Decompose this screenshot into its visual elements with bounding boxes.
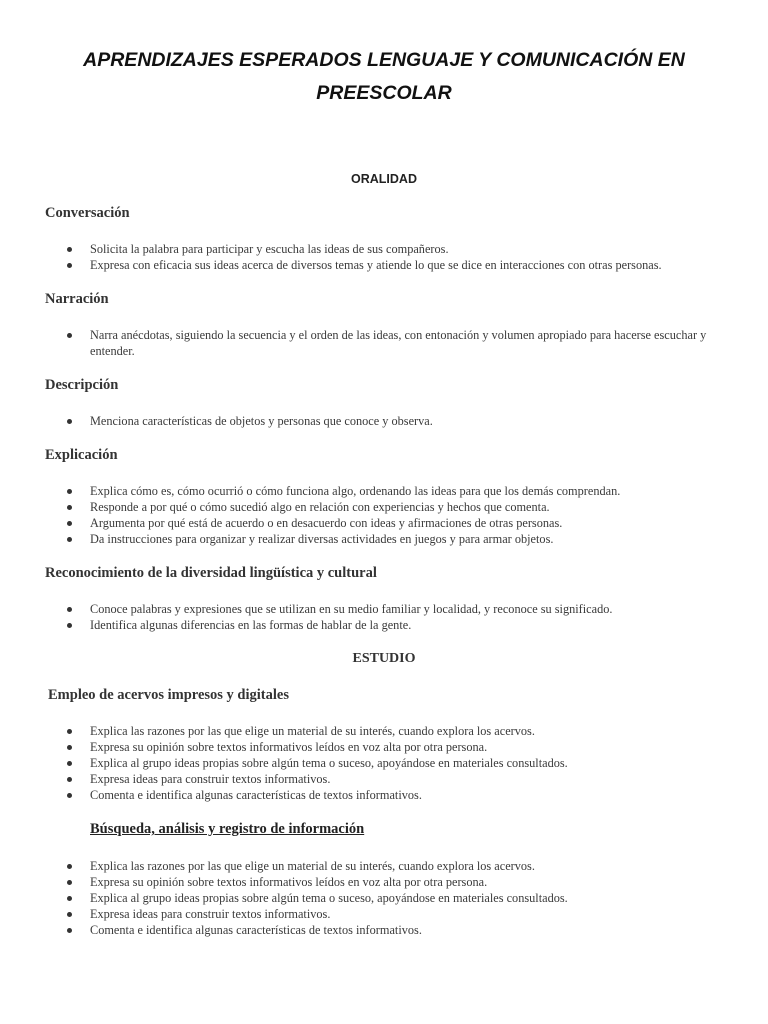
list-item: Explica cómo es, cómo ocurrió o cómo funciona algo, ordenando las ideas para que los demás comprendan. xyxy=(45,483,725,499)
heading-conversacion: Conversación xyxy=(45,205,130,221)
list-diversidad xyxy=(45,601,725,633)
list-item: Comenta e identifica algunas características de textos informativos. xyxy=(45,922,725,938)
list-narracion xyxy=(45,327,725,359)
list-item: Expresa ideas para construir textos informativos. xyxy=(45,771,725,787)
list-item: Explica las razones por las que elige un material de su interés, cuando explora los acervos. xyxy=(45,858,725,874)
document-title: APRENDIZAJES ESPERADOS LENGUAJE Y COMUNICACIÓN EN PREESCOLAR xyxy=(83,49,685,104)
list-item: Expresa su opinión sobre textos informativos leídos en voz alta por otra persona. xyxy=(45,739,725,755)
heading-explicacion: Explicación xyxy=(45,447,118,463)
bullet-icon xyxy=(67,537,72,542)
list-item: Identifica algunas diferencias en las formas de hablar de la gente. xyxy=(45,617,725,633)
bullet-icon xyxy=(67,333,72,338)
heading-narracion: Narración xyxy=(45,291,109,307)
bullet-icon xyxy=(67,777,72,782)
section-label-oralidad: ORALIDAD xyxy=(351,172,417,186)
list-acervos xyxy=(45,723,725,803)
list-item: Explica al grupo ideas propias sobre algún tema o suceso, apoyándose en materiales consultados. xyxy=(45,755,725,771)
bullet-icon xyxy=(67,896,72,901)
list-item: Narra anécdotas, siguiendo la secuencia y el orden de las ideas, con entonación y volumen apropiado para hacerse escuchar y entender. xyxy=(45,327,725,359)
bullet-icon xyxy=(67,623,72,628)
list-descripcion xyxy=(45,413,725,429)
list-item: Explica las razones por las que elige un material de su interés, cuando explora los acervos. xyxy=(45,723,725,739)
bullet-icon xyxy=(67,793,72,798)
heading-diversidad: Reconocimiento de la diversidad lingüística y cultural xyxy=(45,565,377,581)
list-item: Responde a por qué o cómo sucedió algo en relación con experiencias y hechos que comenta. xyxy=(45,499,725,515)
bullet-icon xyxy=(67,912,72,917)
list-conversacion xyxy=(45,241,725,273)
bullet-icon xyxy=(67,729,72,734)
list-item: Expresa su opinión sobre textos informativos leídos en voz alta por otra persona. xyxy=(45,874,725,890)
bullet-icon xyxy=(67,489,72,494)
heading-descripcion: Descripción xyxy=(45,377,119,393)
list-item: Expresa ideas para construir textos informativos. xyxy=(45,906,725,922)
bullet-icon xyxy=(67,263,72,268)
list-item: Argumenta por qué está de acuerdo o en desacuerdo con ideas y afirmaciones de otras personas. xyxy=(45,515,725,531)
list-item: Expresa con eficacia sus ideas acerca de diversos temas y atiende lo que se dice en interacciones con otras personas. xyxy=(45,257,725,273)
list-item: Comenta e identifica algunas características de textos informativos. xyxy=(45,787,725,803)
list-item: Solicita la palabra para participar y escucha las ideas de sus compañeros. xyxy=(45,241,725,257)
section-label-estudio: ESTUDIO xyxy=(352,651,416,666)
heading-busqueda: Búsqueda, análisis y registro de información xyxy=(90,821,365,837)
bullet-icon xyxy=(67,521,72,526)
bullet-icon xyxy=(67,864,72,869)
bullet-icon xyxy=(67,419,72,424)
bullet-icon xyxy=(67,745,72,750)
bullet-icon xyxy=(67,928,72,933)
list-explicacion xyxy=(45,483,725,547)
list-item: Conoce palabras y expresiones que se utilizan en su medio familiar y localidad, y reconoce su significado. xyxy=(45,601,725,617)
heading-acervos: Empleo de acervos impresos y digitales xyxy=(48,687,289,703)
list-item: Menciona características de objetos y personas que conoce y observa. xyxy=(45,413,725,429)
list-item: Da instrucciones para organizar y realizar diversas actividades en juegos y para armar objetos. xyxy=(45,531,725,547)
bullet-icon xyxy=(67,761,72,766)
list-item: Explica al grupo ideas propias sobre algún tema o suceso, apoyándose en materiales consultados. xyxy=(45,890,725,906)
bullet-icon xyxy=(67,880,72,885)
bullet-icon xyxy=(67,505,72,510)
bullet-icon xyxy=(67,247,72,252)
bullet-icon xyxy=(67,607,72,612)
list-busqueda xyxy=(45,858,725,938)
